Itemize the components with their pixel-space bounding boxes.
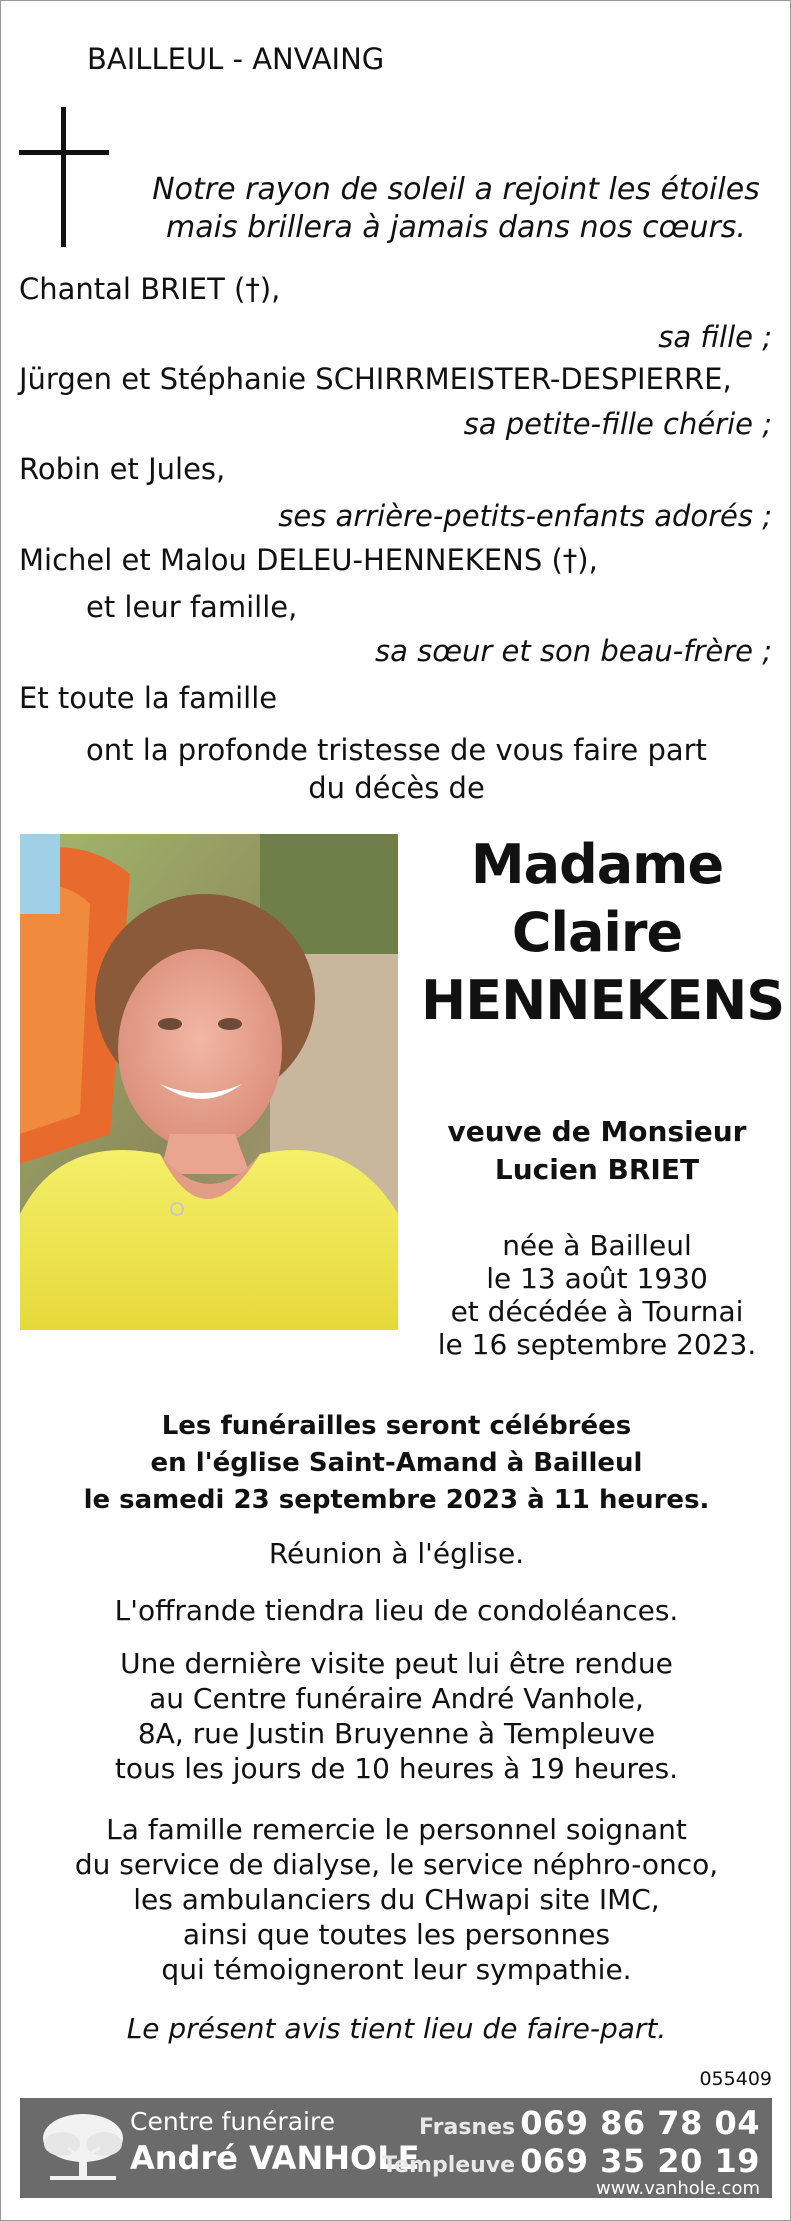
visit-line: Une dernière visite peut lui être rendue <box>120 1647 673 1680</box>
family-member: Et toute la famille <box>19 681 278 715</box>
funeral-home-banner <box>20 2098 772 2198</box>
thanks-line: les ambulanciers du CHwapi site IMC, <box>133 1883 660 1916</box>
family-relation: ses arrière-petits-enfants adorés ; <box>278 499 772 533</box>
phone-number: 069 35 20 19 <box>520 2142 760 2180</box>
phone-templeuve <box>382 2142 760 2180</box>
deceased-last-name: HENNEKENS <box>421 969 785 1032</box>
death-line: le 16 septembre 2023. <box>437 1328 757 1361</box>
funeral-line: Les funérailles seront célébrées <box>161 1411 632 1441</box>
family-member: Chantal BRIET (†), <box>19 272 281 306</box>
quote-line: mais brillera à jamais dans nos cœurs. <box>166 210 746 245</box>
location-header: BAILLEUL - ANVAING <box>87 42 385 76</box>
phone-number: 069 86 78 04 <box>520 2104 760 2142</box>
funeral-line: en l'église Saint-Amand à Bailleul <box>150 1448 643 1478</box>
quote-line: Notre rayon de soleil a rejoint les étoiles <box>152 172 760 207</box>
widow-line: Lucien BRIET <box>494 1153 700 1186</box>
funeral-info <box>1 1408 791 1519</box>
thanks-line: qui témoigneront leur sympathie. <box>161 1953 632 1986</box>
announce-line: ont la profonde tristesse de vous faire part <box>86 733 707 767</box>
reference-code: 055409 <box>699 2068 772 2090</box>
family-member: Michel et Malou DELEU-HENNEKENS (†), <box>19 543 598 577</box>
family-relation: sa fille ; <box>658 320 772 354</box>
birth-line: née à Bailleul <box>502 1229 692 1262</box>
reunion-text: Réunion à l'église. <box>268 1537 525 1570</box>
widow-line: veuve de Monsieur <box>447 1115 747 1148</box>
town-label: Templeuve <box>382 2153 516 2178</box>
family-relation: sa petite-fille chérie ; <box>463 407 772 441</box>
phone-frasnes <box>419 2104 760 2142</box>
thanks-info <box>1 1812 791 1987</box>
thanks-line: La famille remercie le personnel soignant <box>106 1813 687 1846</box>
visit-line: tous les jours de 10 heures à 19 heures. <box>114 1752 679 1785</box>
visit-info <box>1 1646 791 1786</box>
family-member: Jürgen et Stéphanie SCHIRRMEISTER-DESPIERRE, <box>19 362 732 396</box>
family-relation: sa sœur et son beau-frère ; <box>374 634 772 668</box>
town-label: Frasnes <box>419 2115 516 2140</box>
thanks-line: du service de dialyse, le service néphro-onco, <box>74 1848 719 1881</box>
deceased-name-block <box>421 831 785 1035</box>
birth-line: le 13 août 1930 <box>486 1262 708 1295</box>
portrait-photo <box>20 834 398 1330</box>
birth-death-info <box>421 1229 773 1361</box>
closing-text: Le présent avis tient lieu de faire-part. <box>126 2012 667 2045</box>
deceased-first-name: Claire <box>511 901 683 964</box>
funeral-line: le samedi 23 septembre 2023 à 11 heures. <box>83 1485 710 1515</box>
death-line: et décédée à Tournai <box>450 1295 744 1328</box>
family-member: Robin et Jules, <box>19 452 226 486</box>
website-url: www.vanhole.com <box>596 2178 760 2199</box>
tree-logo-icon <box>40 2108 126 2188</box>
thanks-line: ainsi que toutes les personnes <box>182 1918 611 1951</box>
funeral-home-label: Centre funéraire <box>130 2107 336 2136</box>
visit-line: 8A, rue Justin Bruyenne à Templeuve <box>137 1717 656 1750</box>
announce-line: du décès de <box>308 771 485 805</box>
offering-text: L'offrande tiendra lieu de condoléances. <box>114 1594 679 1627</box>
deceased-title: Madame <box>470 833 724 896</box>
visit-line: au Centre funéraire André Vanhole, <box>149 1682 644 1715</box>
funeral-home-name: André VANHOLE <box>130 2139 420 2177</box>
quote <box>141 171 771 247</box>
family-member: et leur famille, <box>86 590 298 624</box>
widow-info <box>421 1113 773 1189</box>
